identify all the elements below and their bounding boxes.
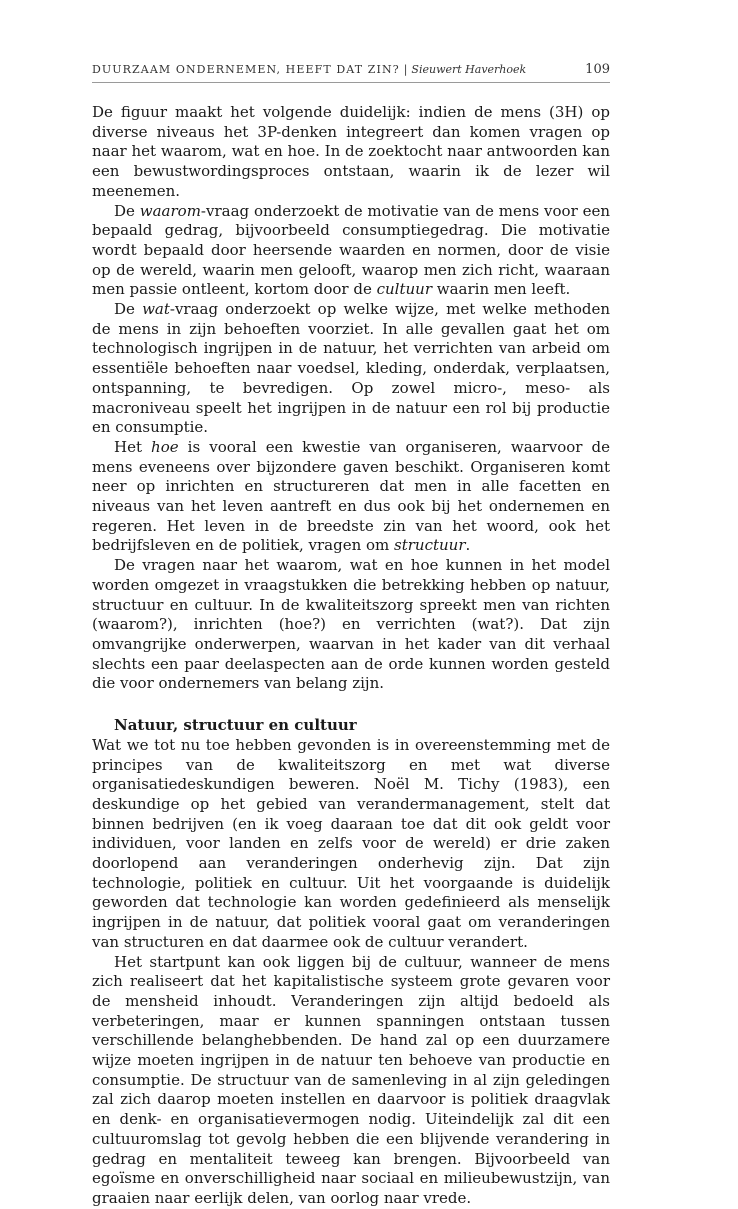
p2-text-c: waarin men leeft. (432, 280, 571, 299)
p2-text-b: -vraag onderzoekt de motivatie van de mens voor een bepaald gedrag, bijvoorbeeld consumptiegedrag. Die motivatie wordt bepaald door heersende waarden en normen, door de visie op de wereld, waarin men gelooft, waarop men zich richt, waaraan men passie ontleent, kortom door de (92, 201, 611, 299)
p3-text-a: De (114, 300, 143, 319)
running-title: DUURZAAM ONDERNEMEN, HEEFT DAT ZIN? (92, 63, 400, 76)
p2-emphasis-waarom: waarom (139, 201, 201, 220)
paragraph-2 (92, 202, 610, 301)
page-number: 109 (585, 62, 610, 77)
running-header (92, 63, 610, 77)
header-author: Sieuwert Haverhoek (411, 63, 527, 76)
paragraph-6: Wat we tot nu toe hebben gevonden is in overeenstemming met de principes van de kwaliteitszorg en met wat diverse organisatiedeskundigen beweren. Noël M. Tichy (1983), een deskundige op het gebied van verandermanagement, stelt dat binnen bedrijven (en ik voeg daaraan toe dat dit ook geldt voor individuen, voor landen en zelfs voor de wereld) er drie zaken doorlopend aan veranderingen onderhevig zijn. Dat zijn technologie, politiek en cultuur. Uit het voorgaande is duidelijk geworden dat technologie kan worden gedefinieerd als menselijk ingrijpen in de natuur, dat politiek vooral gaat om veranderingen van structuren en dat daarmee ook de cultuur verandert. (92, 735, 610, 951)
p4-emphasis-hoe: hoe (151, 437, 179, 456)
paragraph-3 (92, 300, 610, 438)
section-heading: Natuur, structuur en cultuur (114, 716, 357, 735)
p2-text-a: De (114, 201, 140, 220)
p4-emphasis-structuur: structuur (394, 536, 466, 555)
p3-emphasis-wat: wat (142, 300, 170, 319)
paragraph-1: De figuur maakt het volgende duidelijk: indien de mens (3H) op diverse niveaus het 3P-denken integreert dan komen vragen op naar het waarom, wat en hoe. In de zoektocht naar antwoorden kan een bewustwordingsproces ontstaan, waarin ik de lezer wil meenemen. (92, 103, 610, 200)
p2-emphasis-cultuur: cultuur (376, 280, 432, 299)
paragraph-5: De vragen naar het waarom, wat en hoe kunnen in het model worden omgezet in vraagstukken die betrekking hebben op natuur, structuur en cultuur. In de kwaliteitszorg spreekt men van richten (waarom?), inrichten (hoe?) en verrichten (wat?). Dat zijn omvangrijke onderwerpen, waarvan in het kader van dit verhaal slechts een paar deelaspecten aan de orde kunnen worden gesteld die voor ondernemers van belang zijn. (92, 556, 610, 693)
p4-text-c: . (465, 536, 471, 555)
header-rule (92, 82, 610, 83)
p3-text-b: -vraag onderzoekt op welke wijze, met welke methoden de mens in zijn behoeften voorziet. In alle gevallen gaat het om technologisch ingrijpen in de natuur, het verrichten van arbeid om essentiële behoeften naar voedsel, kleding, onderdak, verplaatsen, ontspanning, te bevredigen. Op zowel micro-, meso- als macroniveau speelt het ingrijpen in de natuur een rol bij productie en consumptie. (92, 300, 611, 437)
p4-text-a: Het (114, 437, 152, 456)
p4-text-b: is vooral een kwestie van organiseren, waarvoor de mens eveneens over bijzondere gaven beschikt. Organiseren komt neer op inrichten en structureren dat men in alle facetten en niveaus van het leven aantreft en dus ook bij het ondernemen en regeren. Het leven in de breedste zin van het woord, ook het bedrijfsleven en de politiek, vragen om (92, 437, 610, 555)
header-separator: | (403, 63, 408, 76)
paragraph-7: Het startpunt kan ook liggen bij de cultuur, wanneer de mens zich realiseert dat het kapitalistische systeem grote gevaren voor de mensheid inhoudt. Veranderingen zijn altijd bedoeld als verbeteringen, maar er kunnen spanningen ontstaan tussen verschillende belanghebbenden. De hand zal op een duurzamere wijze moeten ingrijpen in de natuur ten behoeve van productie en consumptie. De structuur van de samenleving in al zijn geledingen zal zich daarop moeten instellen en daarvoor is politiek draagvlak en denk- en organisatievermogen nodig. Uiteindelijk zal dit een cultuuromslag tot gevolg hebben die een blijvende verandering in gedrag en mentaliteit teweeg kan brengen. Bijvoorbeeld van egoïsme en onverschilligheid naar sociaal en milieubewustzijn, van graaien naar eerlijk delen, van oorlog naar vrede. (92, 952, 610, 1207)
body-text (92, 103, 610, 1209)
paragraph-4 (92, 438, 610, 556)
